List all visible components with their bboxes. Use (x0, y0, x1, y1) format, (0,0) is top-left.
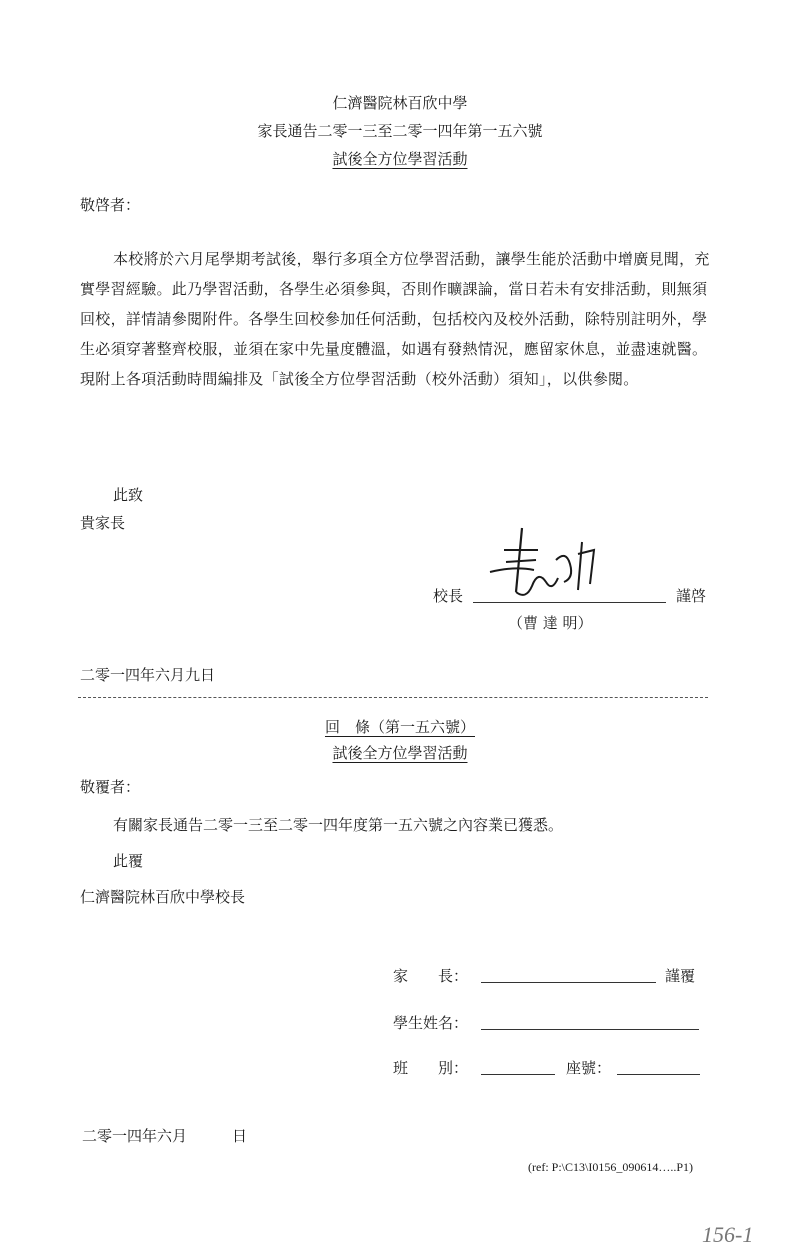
notice-number: 家長通告二零一三至二零一四年第一五六號 (257, 122, 543, 140)
letter-date: 二零一四年六月九日 (80, 666, 216, 684)
salutation: 敬啓者： (80, 196, 141, 214)
parent-signature-field[interactable] (481, 982, 656, 983)
school-name: 仁濟醫院林百欣中學 (332, 94, 468, 112)
reply-addressee: 仁濟醫院林百欣中學校長 (80, 888, 246, 906)
class-field[interactable] (481, 1074, 555, 1075)
student-name-field[interactable] (481, 1029, 699, 1030)
notice-subject: 試後全方位學習活動 (332, 150, 468, 168)
reply-subject: 試後全方位學習活動 (332, 744, 468, 762)
reply-title: 回 條（第一五六號） (324, 718, 475, 736)
parent-respect: 謹覆 (665, 967, 696, 985)
respect-closing: 謹啓 (676, 587, 707, 605)
principal-signature (486, 520, 616, 605)
principal-signature-line (473, 602, 666, 603)
closing-2: 貴家長 (80, 514, 126, 532)
reply-closing: 此覆 (113, 852, 144, 870)
seat-number-field[interactable] (617, 1074, 700, 1075)
parent-label: 家 長： (393, 967, 469, 985)
letter-body: 本校將於六月尾學期考試後，舉行多項全方位學習活動，讓學生能於活動中增廣見聞，充實學習經驗。此乃學習活動，各學生必須參與，否則作曠課論，當日若未有安排活動，則無須回校，詳情請參閱附件。各學生回校參加任何活動，包括校內及校外活動，除特別註明外，學生必須穿著整齊校服，並須在家中先量度體溫，如遇有發熱情況，應留家休息，並盡速就醫。現附上各項活動時間編排及「試後全方位學習活動（校外活動）須知」，以供參閱。 (80, 250, 710, 388)
principal-label: 校長 (433, 587, 464, 605)
reply-body: 有關家長通告二零一三至二零一四年度第一五六號之內容業已獲悉。 (113, 816, 564, 834)
reply-date: 二零一四年六月 日 (82, 1127, 248, 1145)
student-name-label: 學生姓名： (393, 1014, 469, 1032)
closing-1: 此致 (113, 486, 144, 504)
reply-salutation: 敬覆者： (80, 778, 141, 796)
tear-off-line (78, 697, 708, 698)
principal-name: （曹 達 明） (508, 614, 593, 632)
seat-number-label: 座號： (566, 1059, 612, 1077)
reference-code: (ref: P:\C13\I0156_090614…..P1) (528, 1160, 693, 1174)
handwritten-page-mark: 156-1 (702, 1222, 754, 1247)
class-label: 班 別： (393, 1059, 469, 1077)
